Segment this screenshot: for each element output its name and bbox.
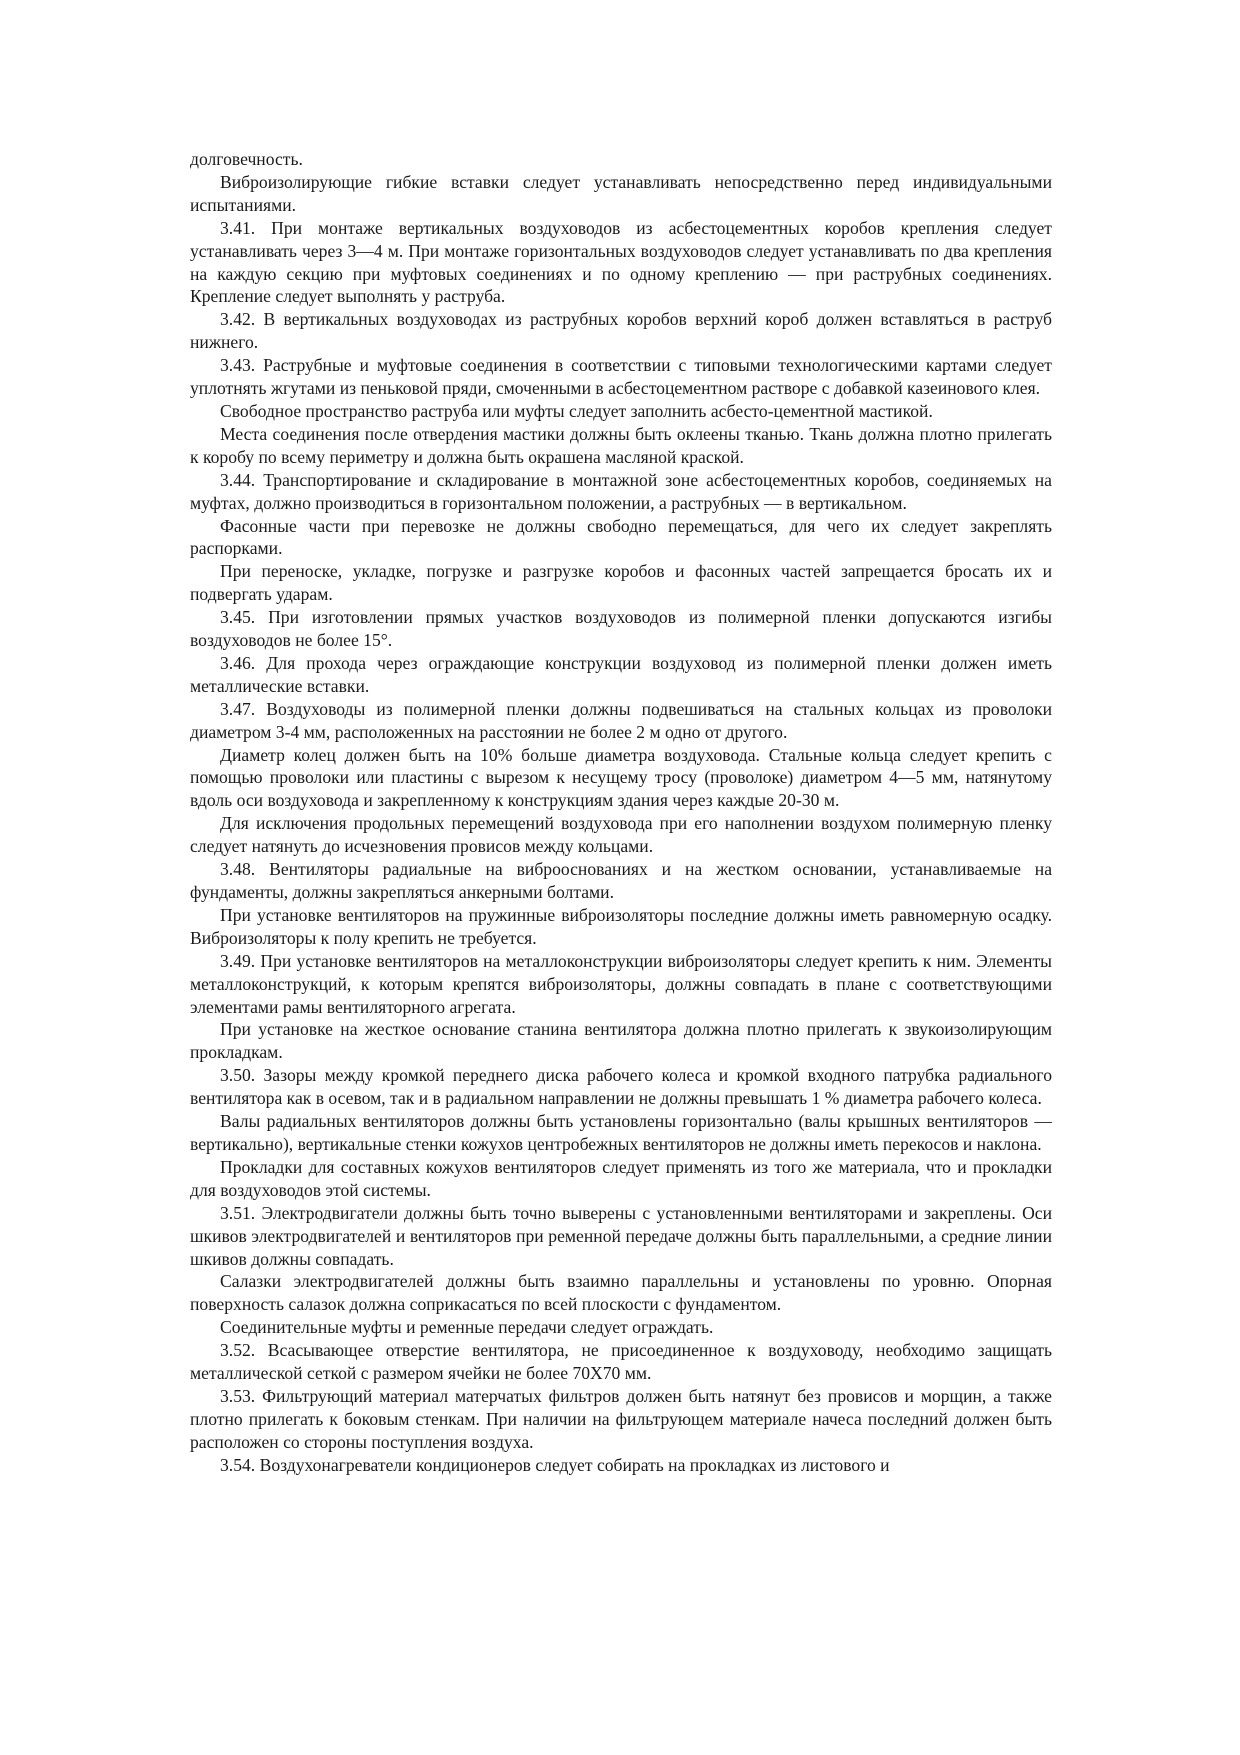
paragraph: Прокладки для составных кожухов вентиляторов следует применять из того же материала, что и прокладки для воздуховодов этой системы. <box>190 1156 1052 1200</box>
paragraph: Валы радиальных вентиляторов должны быть установлены горизонтально (валы крышных вентиляторов — вертикально), вертикальные стенки кожухов центробежных вентиляторов не должны иметь перекосов и наклона. <box>190 1111 1052 1154</box>
paragraph-3-42: 3.42. В вертикальных воздуховодах из раструбных коробов верхний короб должен вставляться в раструб нижнего. <box>190 309 1052 353</box>
paragraph-3-53: 3.53. Фильтрующий материал матерчатых фильтров должен быть натянут без провисов и морщин, а также плотно прилегать к боковым стенкам. При наличии на фильтрующем материале начеса последний должен быть расположен со стороны поступления воздуха. <box>190 1385 1052 1452</box>
paragraph: Места соединения после отвердения мастики должны быть оклеены тканью. Ткань должна плотно прилегать к коробу по всему периметру и должна быть окрашена масляной краской. <box>190 423 1052 467</box>
document-page <box>190 148 1052 1477</box>
paragraph: При переноске, укладке, погрузке и разгрузке коробов и фасонных частей запрещается бросать их и подвергать ударам. <box>190 561 1052 605</box>
paragraph-3-52: 3.52. Всасывающее отверстие вентилятора, не присоединенное к воздуховоду, необходимо защищать металлической сеткой с размером ячейки не более 70Х70 мм. <box>190 1340 1052 1384</box>
paragraph: При установке на жесткое основание станина вентилятора должна плотно прилегать к звукоизолирующим прокладкам. <box>190 1019 1052 1063</box>
paragraph-3-44: 3.44. Транспортирование и складирование в монтажной зоне асбестоцементных коробов, соединяемых на муфтах, должно производиться в горизонтальном положении, а раструбных — в вертикальном. <box>190 469 1052 513</box>
paragraph: Соединительные муфты и ременные передачи следует ограждать. <box>220 1317 714 1338</box>
paragraph-3-41: 3.41. При монтаже вертикальных воздуховодов из асбестоцементных коробов крепления следует устанавливать через 3—4 м. При монтаже горизонтальных воздуховодов следует устанавливать по два крепления на каждую секцию при муфтовых соединениях и по одному креплению — при раструбных соединениях. Крепление следует выполнять у раструба. <box>190 217 1052 307</box>
paragraph: Виброизолирующие гибкие вставки следует устанавливать непосредственно перед индивидуальными испытаниями. <box>190 171 1052 215</box>
paragraph: Свободное пространство раструба или муфты следует заполнить асбесто-цементной мастикой. <box>220 400 933 421</box>
paragraph-3-46: 3.46. Для прохода через ограждающие конструкции воздуховод из полимерной пленки должен иметь металлические вставки. <box>190 652 1052 696</box>
paragraph-3-50: 3.50. Зазоры между кромкой переднего диска рабочего колеса и кромкой входного патрубка радиального вентилятора как в осевом, так и в радиальном направлении не должны превышать 1 % диаметра рабочего колеса. <box>190 1065 1052 1109</box>
paragraph: Диаметр колец должен быть на 10% больше диаметра воздуховода. Стальные кольца следует крепить с помощью проволоки или пластины с вырезом к несущему тросу (проволоке) диаметром 4—5 мм, натянутому вдоль оси воздуховода и закрепленному к конструкциям здания через каждые 20-30 м. <box>190 744 1052 811</box>
paragraph: При установке вентиляторов на пружинные виброизоляторы последние должны иметь равномерную осадку. Виброизоляторы к полу крепить не требуется. <box>190 904 1052 948</box>
paragraph: Салазки электродвигателей должны быть взаимно параллельны и установлены по уровню. Опорная поверхность салазок должна соприкасаться по всей плоскости с фундаментом. <box>190 1271 1052 1315</box>
paragraph-3-43: 3.43. Раструбные и муфтовые соединения в соответствии с типовыми технологическими картами следует уплотнять жгутами из пеньковой пряди, смоченными в асбестоцементном растворе с добавкой казеинового клея. <box>190 355 1052 399</box>
paragraph-continuation: долговечность. <box>190 149 303 169</box>
paragraph: Для исключения продольных перемещений воздуховода при его наполнении воздухом полимерную пленку следует натянуть до исчезновения провисов между кольцами. <box>190 813 1052 857</box>
paragraph-3-49: 3.49. При установке вентиляторов на металлоконструкции виброизоляторы следует крепить к ним. Элементы металлоконструкций, к которым крепятся виброизоляторы, должны совпадать в плане с соответствующими элементами рамы вентиляторного агрегата. <box>190 950 1052 1017</box>
paragraph-3-51: 3.51. Электродвигатели должны быть точно выверены с установленными вентиляторами и закреплены. Оси шкивов электродвигателей и вентиляторов при ременной передаче должны быть параллельными, а средние линии шкивов должны совпадать. <box>190 1202 1052 1269</box>
paragraph-3-54: 3.54. Воздухонагреватели кондиционеров следует собирать на прокладках из листового и <box>220 1454 890 1475</box>
paragraph-3-45: 3.45. При изготовлении прямых участков воздуховодов из полимерной пленки допускаются изгибы воздуховодов не более 15°. <box>190 607 1052 651</box>
paragraph: Фасонные части при перевозке не должны свободно перемещаться, для чего их следует закреплять распорками. <box>190 515 1052 559</box>
paragraph-3-48: 3.48. Вентиляторы радиальные на виброоснованиях и на жестком основании, устанавливаемые на фундаменты, должны закрепляться анкерными болтами. <box>190 859 1052 902</box>
paragraph-3-47: 3.47. Воздуховоды из полимерной пленки должны подвешиваться на стальных кольцах из проволоки диаметром 3-4 мм, расположенных на расстоянии не более 2 м одно от другого. <box>190 698 1052 742</box>
